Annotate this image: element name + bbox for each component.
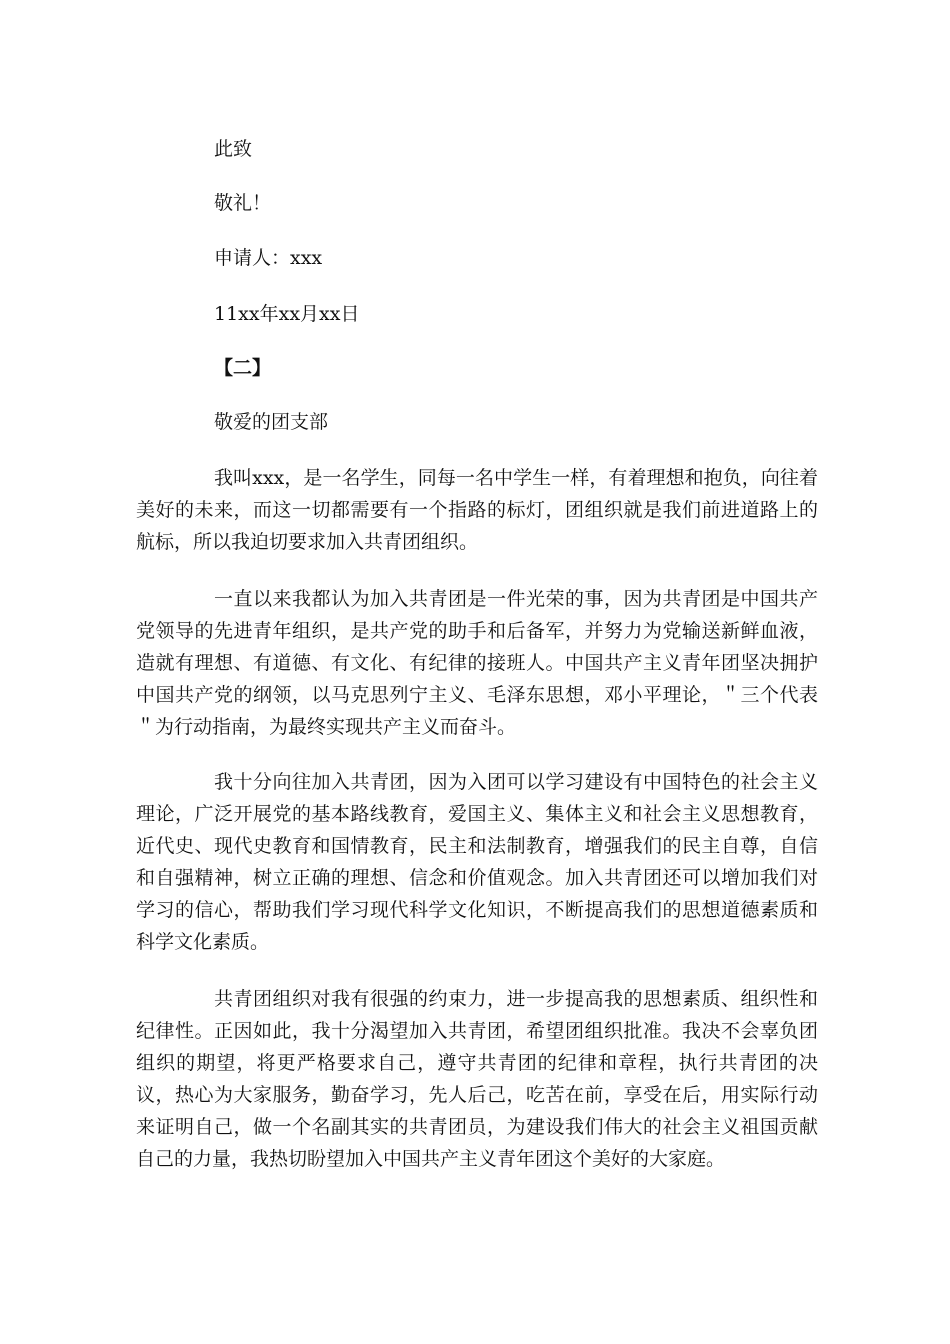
body-paragraph-2: 一直以来我都认为加入共青团是一件光荣的事，因为共青团是中国共产党领导的先进青年组织，是共产党的助手和后备军，并努力为党输送新鲜血液，造就有理想、有道德、有文化、有纪律的接班人。中国共产主义青年团坚决拥护中国共产党的纲领，以马克思列宁主义、毛泽东思想，邓小平理论，＂三个代表＂为行动指南，为最终实现共产主义而奋斗。 <box>136 588 818 738</box>
section-marker: 【二】 <box>214 357 272 379</box>
body-paragraph-3: 我十分向往加入共青团，因为入团可以学习建设有中国特色的社会主义理论，广泛开展党的基本路线教育，爱国主义、集体主义和社会主义思想教育，近代史、现代史教育和国情教育，民主和法制教育，增强我们的民主自尊，自信和自强精神，树立正确的理想、信念和价值观念。加入共青团还可以增加我们对学习的信心，帮助我们学习现代科学文化知识，不断提高我们的思想道德素质和科学文化素质。 <box>136 771 818 953</box>
body-paragraph-1: 我叫xxx，是一名学生，同每一名中学生一样，有着理想和抱负，向往着美好的未来，而这一切都需要有一个指路的标灯，团组织就是我们前进道路上的航标，所以我迫切要求加入共青团组织。 <box>136 467 818 553</box>
applicant-signature: 申请人：xxx <box>214 247 323 269</box>
body-paragraph-4: 共青团组织对我有很强的约束力，进一步提高我的思想素质、组织性和纪律性。正因如此，我十分渴望加入共青团，希望团组织批准。我决不会辜负团组织的期望，将更严格要求自己，遵守共青团的纪律和章程，执行共青团的决议，热心为大家服务，勤奋学习，先人后己，吃苦在前，享受在后，用实际行动来证明自己，做一个名副其实的共青团员，为建设我们伟大的社会主义祖国贡献自己的力量，我热切盼望加入中国共产主义青年团这个美好的大家庭。 <box>136 988 818 1170</box>
closing-respect: 敬礼！ <box>214 192 272 214</box>
addressee: 敬爱的团支部 <box>214 411 329 433</box>
application-date: 11xx年xx月xx日 <box>214 303 360 325</box>
closing-salutation: 此致 <box>214 138 253 160</box>
